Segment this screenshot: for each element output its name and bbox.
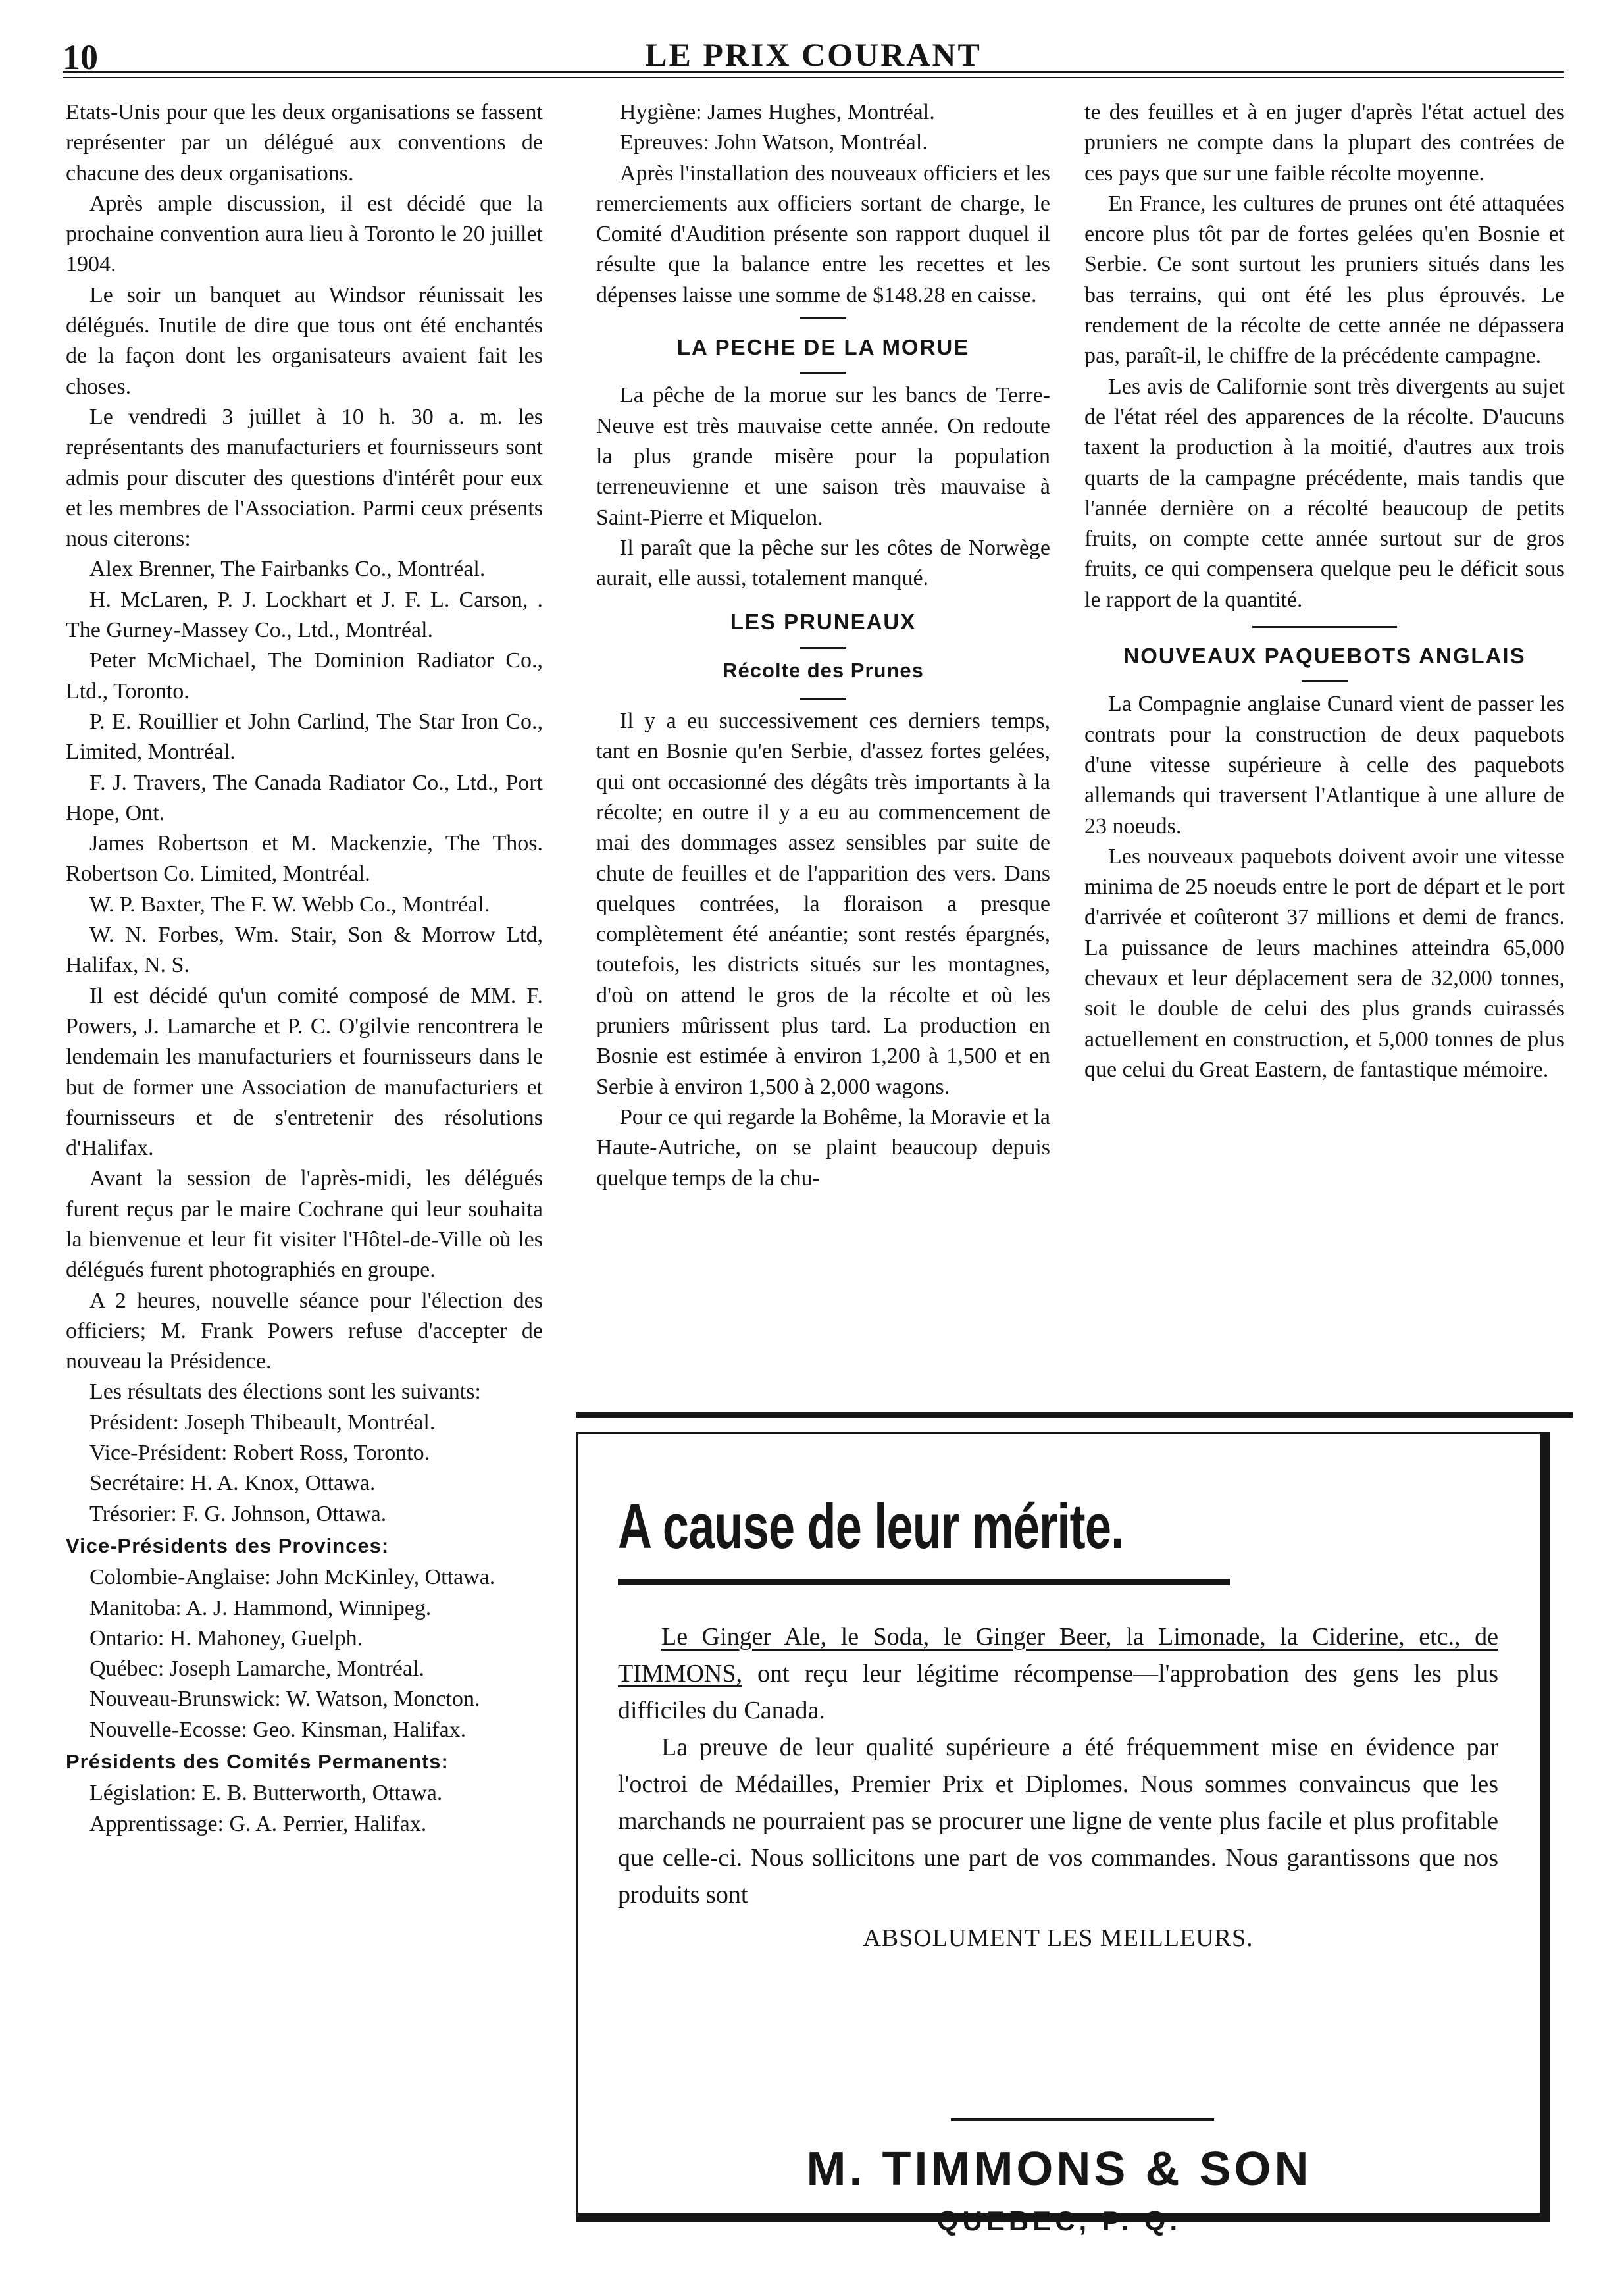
attendee-entry: H. McLaren, P. J. Lockhart et J. F. L. Carson, . The Gurney-Massey Co., Ltd., Montréal. <box>66 587 543 643</box>
ad-city: QUEBEC, P. Q. <box>936 2205 1182 2236</box>
ad-headline: A cause de leur mérite. <box>618 1491 1124 1562</box>
advertisement-top-rule <box>576 1412 1573 1418</box>
attendee-entry: Alex Brenner, The Fairbanks Co., Montréal. <box>89 557 486 582</box>
vice-presidents-heading: Vice-Présidents des Provinces: <box>66 1533 390 1557</box>
vice-president-entry: Colombie-Anglaise: John McKinley, Ottawa. <box>89 1565 495 1590</box>
vice-president-entry: Nouvelle-Ecosse: Geo. Kinsman, Halifax. <box>89 1717 467 1742</box>
column-2 <box>596 97 1050 1194</box>
paragraph: A 2 heures, nouvelle séance pour l'élection des officiers; M. Frank Powers refuse d'accepter de nouveau la Présidence. <box>66 1288 543 1374</box>
paragraph: Après l'installation des nouveaux officiers et les remerciements aux officiers sortant de charge, le Comité d'Audition présente son rapport duquel il résulte que la balance entre les recettes et les dépenses laisse une somme de $148.28 en caisse. <box>596 161 1050 307</box>
officer-entry: Président: Joseph Thibeault, Montréal. <box>89 1410 436 1435</box>
section-heading-morue: LA PECHE DE LA MORUE <box>676 335 970 360</box>
committee-entry: Hygiène: James Hughes, Montréal. <box>620 100 935 124</box>
paragraph: Les nouveaux paquebots doivent avoir une vitesse minima de 25 noeuds entre le port de départ et le port d'arrivée et coûteront 37 millions et demi de francs. La puissance de leurs machines atteindra 65,000 chevaux et leur déplacement sera de 32,000 tonnes, soit le double de celui des plus grands cuirassés actuellement en construction, et 5,000 tonnes de plus que celui du Great Eastern, de fantastique mémoire. <box>1084 844 1565 1082</box>
paragraph: En France, les cultures de prunes ont été attaquées encore plus tôt par de fortes gelées qu'en Bosnie et Serbie. Ce sont surtout les pruniers situés dans les bas terrains, qui ont été les plus éprouvés. Le rendement de la récolte de cette année ne dépassera pas, paraît-il, le chiffre de la précédente campagne. <box>1084 191 1565 369</box>
section-heading-paquebots: NOUVEAUX PAQUEBOTS ANGLAIS <box>1123 644 1526 669</box>
paragraph: Le vendredi 3 juillet à 10 h. 30 a. m. les représentants des manufacturiers et fournisseurs sont admis pour discuter des questions d'intérêt pour eux et les membres de l'Association. Parmi ceux présents nous citerons: <box>66 404 543 552</box>
column-1 <box>66 97 543 1839</box>
paragraph: Pour ce qui regarde la Bohême, la Moravie et la Haute-Autriche, on se plaint beaucoup depuis quelque temps de la chu- <box>596 1104 1050 1191</box>
paragraph: La Compagnie anglaise Cunard vient de passer les contrats pour la construction de deux paquebots d'une vitesse supérieure à celle des paquebots allemands qui traversent l'Atlantique à une allure de 23 noeuds. <box>1084 692 1565 838</box>
section-divider <box>1302 680 1348 682</box>
section-divider <box>800 372 846 374</box>
attendee-entry: P. E. Rouillier et John Carlind, The Star Iron Co., Limited, Montréal. <box>66 709 543 765</box>
section-divider <box>1252 626 1397 628</box>
paragraph: Etats-Unis pour que les deux organisations se fassent représenter par un délégué aux conventions de chacune des deux organisations. <box>66 100 543 186</box>
paragraph: Après ample discussion, il est décidé que la prochaine convention aura lieu à Toronto le 20 juillet 1904. <box>66 191 543 277</box>
committee-entry: Apprentissage: G. A. Perrier, Halifax. <box>89 1811 427 1836</box>
officer-entry: Trésorier: F. G. Johnson, Ottawa. <box>89 1501 387 1526</box>
vice-president-entry: Québec: Joseph Lamarche, Montréal. <box>89 1656 424 1682</box>
ad-products-underlined: Le Ginger Ale, le Soda, le Ginger Beer, la Limonade, la Ciderine, etc., de TIMMONS, <box>618 1623 1498 1687</box>
section-divider <box>800 647 846 649</box>
attendee-entry: Peter McMichael, The Dominion Radiator Co., Ltd., Toronto. <box>66 648 543 704</box>
attendee-entry: James Robertson et M. Mackenzie, The Thos. Robertson Co. Limited, Montréal. <box>66 831 543 886</box>
page-number: 10 <box>63 38 98 77</box>
ad-text: ont reçu leur légitime récompense—l'approbation des gens les plus difficiles du Canada. <box>618 1660 1498 1724</box>
column-3 <box>1084 97 1565 1085</box>
paragraph: Il paraît que la pêche sur les côtes de Norwège aurait, elle aussi, totalement manqué. <box>596 535 1050 591</box>
vice-president-entry: Ontario: H. Mahoney, Guelph. <box>89 1626 363 1651</box>
committee-entry: Législation: E. B. Butterworth, Ottawa. <box>89 1781 443 1806</box>
paragraph: Il est décidé qu'un comité composé de MM. F. Powers, J. Lamarche et P. C. O'gilvie rencontrera le lendemain les manufacturiers et fournisseurs dans le but de former une Association de manufacturiers et fournisseurs et de s'entretenir des résolutions d'Halifax. <box>66 983 543 1161</box>
advertisement <box>576 1432 1550 2236</box>
ad-paragraph: La preuve de leur qualité supérieure a été fréquemment mise en évidence par l'octroi de Médailles, Premier Prix et Diplomes. Nous sommes convaincus que les marchands ne pourraient pas se procurer une ligne de vente plus facile et plus profitable que celle-ci. Nous sollicitons une part de vos commandes. Nous garantissons que nos produits sont <box>618 1733 1498 1909</box>
running-title: LE PRIX COURANT <box>645 36 982 73</box>
ad-separator <box>951 2118 1214 2121</box>
section-divider <box>800 317 846 319</box>
ad-headline-rule <box>618 1579 1230 1585</box>
section-divider <box>800 698 846 700</box>
section-heading-pruneaux: LES PRUNEAUX <box>730 609 917 634</box>
attendee-entry: W. P. Baxter, The F. W. Webb Co., Montréal. <box>89 892 490 917</box>
ad-tagline: ABSOLUMENT LES MEILLEURS. <box>863 1924 1254 1952</box>
paragraph: La pêche de la morue sur les bancs de Terre-Neuve est très mauvaise cette année. On redoute la plus grande misère pour la population terreneuvienne et une saison très mauvaise à Saint-Pierre et Miquelon. <box>596 383 1050 530</box>
section-subheading: Récolte des Prunes <box>723 658 924 682</box>
committee-entry: Epreuves: John Watson, Montréal. <box>620 130 928 155</box>
paragraph: Les résultats des élections sont les suivants: <box>89 1379 481 1404</box>
vice-president-entry: Manitoba: A. J. Hammond, Winnipeg. <box>89 1595 432 1620</box>
ad-paragraph <box>618 1618 1498 1729</box>
header-rule <box>63 71 1564 78</box>
vice-president-entry: Nouveau-Brunswick: W. Watson, Moncton. <box>89 1687 480 1712</box>
committees-heading: Présidents des Comités Permanents: <box>66 1750 449 1774</box>
ad-body <box>618 1618 1498 1957</box>
paragraph: Le soir un banquet au Windsor réunissait les délégués. Inutile de dire que tous ont été enchantés de la façon dont les organisateurs avaient fait les choses. <box>66 282 543 399</box>
officer-entry: Secrétaire: H. A. Knox, Ottawa. <box>89 1471 376 1496</box>
attendee-entry: F. J. Travers, The Canada Radiator Co., Ltd., Port Hope, Ont. <box>66 770 543 825</box>
attendee-entry: W. N. Forbes, Wm. Stair, Son & Morrow Ltd, Halifax, N. S. <box>66 923 543 978</box>
ad-company-name: M. TIMMONS & SON <box>806 2143 1312 2195</box>
paragraph: Avant la session de l'après-midi, les délégués furent reçus par le maire Cochrane qui leur souhaita la bienvenue et leur fit visiter l'Hôtel-de-Ville où les délégués furent photographiés en groupe. <box>66 1166 543 1283</box>
officer-entry: Vice-Président: Robert Ross, Toronto. <box>89 1441 430 1466</box>
paragraph: Il y a eu successivement ces derniers temps, tant en Bosnie qu'en Serbie, d'assez fortes gelées, qui ont occasionné des dégâts très importants à la récolte; en outre il y a eu au commencement de mai des dommages assez sensibles par suite de chute de feuilles et de l'apparition des vers. Dans quelques contrées, la floraison a presque complètement été anéantie; sont restés épargnés, toutefois, les districts situés sur les montagnes, d'où on attend le gros de la récolte et où les pruniers mûrissent plus tard. La production en Bosnie est estimée à environ 1,200 à 1,500 et en Serbie à environ 1,500 à 2,000 wagons. <box>596 709 1050 1099</box>
paragraph: te des feuilles et à en juger d'après l'état actuel des pruniers ne compte dans la plupart des contrées de ces pays que sur une faible récolte moyenne. <box>1084 100 1565 186</box>
paragraph: Les avis de Californie sont très divergents au sujet de l'état réel des apparences de la récolte. D'aucuns taxent la production à la moitié, d'autres aux trois quarts de la campagne précédente, mais tandis que l'année dernière on a récolté beaucoup de petits fruits, on compte cette année surtout sur de gros fruits, ce qui compensera quelque peu le déficit sous le rapport de la quantité. <box>1084 374 1565 612</box>
